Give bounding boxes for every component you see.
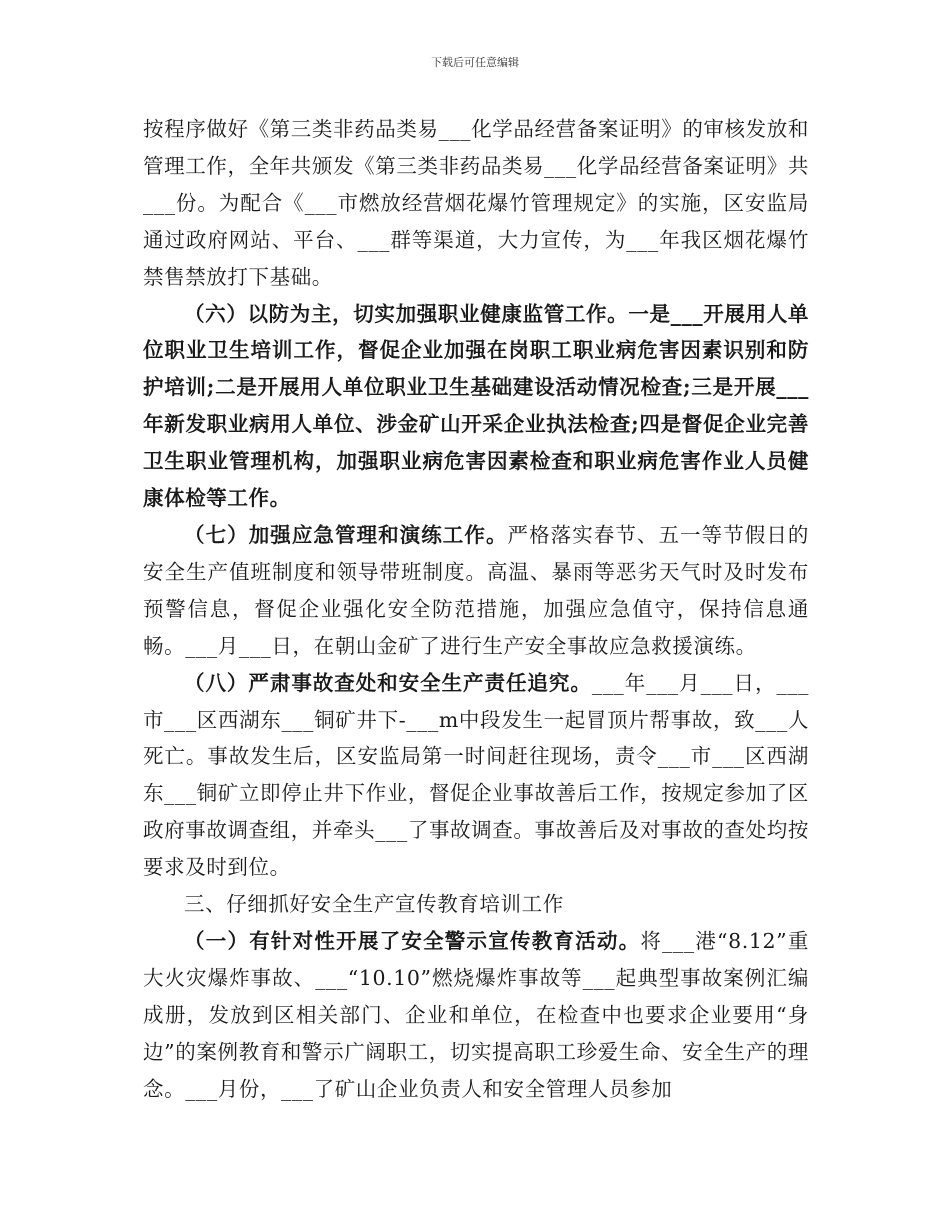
paragraph-4-lead: （八）严肃事故查处和安全生产责任追究。 [184, 670, 592, 695]
paragraph-3 [143, 517, 809, 665]
paragraph-6 [143, 923, 809, 1108]
paragraph-4 [143, 665, 809, 886]
paragraph-6-lead: （一）有针对性开展了安全警示宣传教育活动。 [184, 928, 641, 953]
paragraph-3-lead: （七）加强应急管理和演练工作。 [184, 522, 508, 547]
page-header: 下载后可任意编辑 [431, 56, 519, 69]
paragraph-1-text: 按程序做好《第三类非药品类易___化学品经营备案证明》的审核发放和管理工作，全年共颁发《第三类非药品类易___化学品经营备案证明》共___份。为配合《___市燃放经营烟花爆竹管理规定》的实施，区安监局通过政府网站、平台、___群等渠道，大力宣传，为___年我区烟花爆竹禁售禁放打下基础。 [143, 117, 809, 289]
paragraph-1 [143, 111, 809, 296]
section-heading [143, 886, 809, 923]
paragraph-4-text: ___年___月___日，___市___区西湖东___铜矿井下-___m中段发生一起冒顶片帮事故，致___人死亡。事故发生后，区安监局第一时间赶往现场，责令___市___区西湖东___铜矿立即停止井下作业，督促企业事故善后工作，按规定参加了区政府事故调查组，并牵头___了事故调查。事故善后及对事故的查处均按要求及时到位。 [143, 670, 809, 880]
paragraph-3-text: 严格落实春节、五一等节假日的安全生产值班制度和领导带班制度。高温、暴雨等恶劣天气时及时发布预警信息，督促企业强化安全防范措施，加强应急值守，保持信息通畅。___月___日，在朝山金矿了进行生产安全事故应急救援演练。 [143, 522, 809, 658]
paragraph-2-lead: （六）以防为主，切实加强职业健康监管工作。一是___开展用人单位职业卫生培训工作，督促企业加强在岗职工职业病危害因素识别和防护培训;二是开展用人单位职业卫生基础建设活动情况检查;三是开展___年新发职业病用人单位、涉金矿山开采企业执法检查;四是督促企业完善卫生职业管理机构，加强职业病危害因素检查和职业病危害作业人员健康体检等工作。 [143, 301, 809, 511]
paragraph-2 [143, 296, 809, 517]
paragraph-6-text: 将___港“8.12”重大火灾爆炸事故、___“10.10”燃烧爆炸事故等___起典型事故案例汇编成册，发放到区相关部门、企业和单位，在检查中也要求企业要用“身边”的案例教育和警示广阔职工，切实提高职工珍爱生命、安全生产的理念。___月份，___了矿山企业负责人和安全管理人员参加 [143, 928, 809, 1101]
section-heading-text: 三、仔细抓好安全生产宣传教育培训工作 [184, 892, 564, 917]
document-body [143, 111, 809, 1107]
